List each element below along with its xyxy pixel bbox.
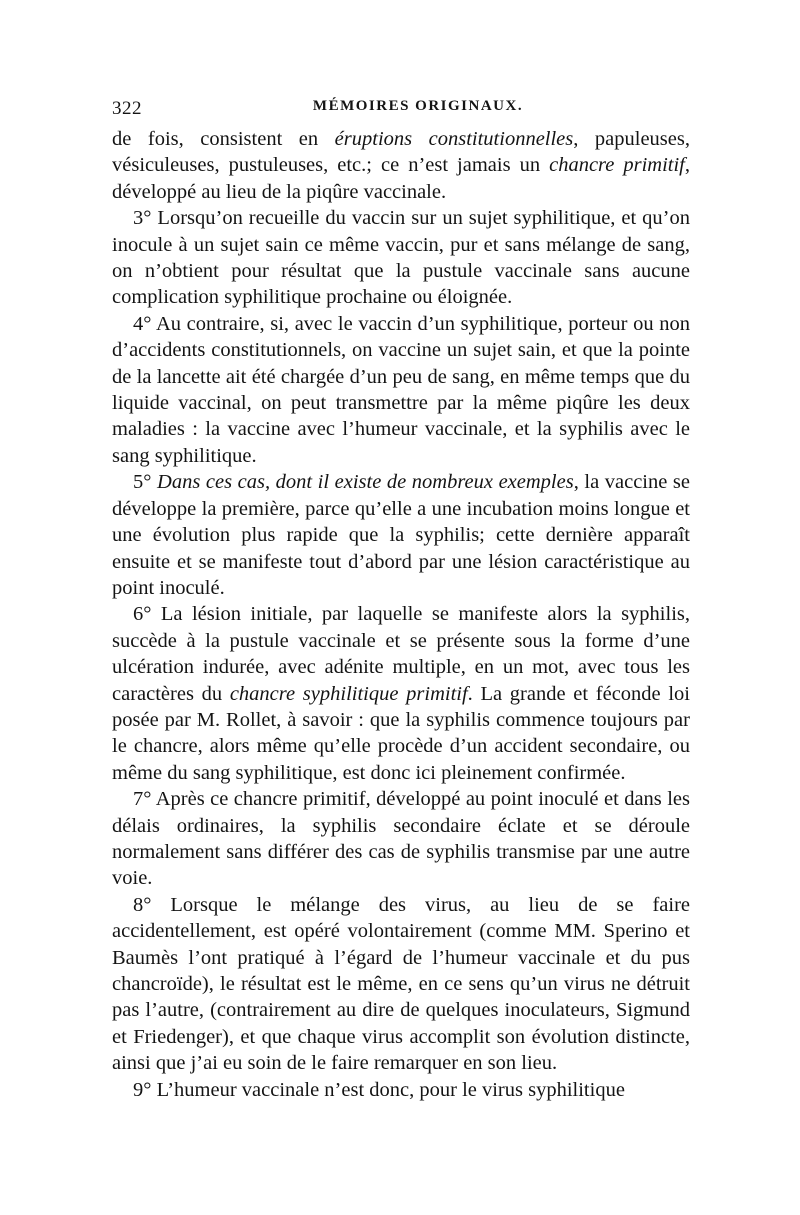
paragraph-4: 4° Au contraire, si, avec le vaccin d’un syphilitique, porteur ou non d’accidents constitutionnels, on vaccine un sujet sain, et que la pointe de la lancette ait été chargée d’un peu de sang, en même temps que du liquide vaccinal, on peut transmettre par la même piqûre les deux maladies : la vaccine avec l’humeur vaccinale, et la syphilis avec le sang syphilitique. xyxy=(112,312,690,467)
text-run: , papuleuses, vésiculeuses, pustuleuses, etc.; ce n’est jamais un xyxy=(112,128,690,177)
text-run: . La grande et féconde loi posée par M. Rollet, à savoir : que la syphilis commence toujours par le chancre, alors même qu’elle procède d’un accident secondaire, ou même du sang syphilitique, est donc ici pleinement confirmée. xyxy=(112,682,690,784)
italic-run: éruptions constitutionnelles xyxy=(334,128,574,150)
italic-run: Dans ces cas, dont il existe de nombreux exemples xyxy=(157,471,574,494)
text-run: 5° xyxy=(133,471,158,494)
paragraph-3: 3° Lorsqu’on recueille du vaccin sur un sujet syphilitique, et qu’on inocule à un sujet sain ce même vaccin, pur et sans mélange de sang, on n’obtient pour résultat que la pustule vaccinale sans aucune complication syphilitique prochaine ou éloignée. xyxy=(112,207,690,309)
text-run: , la vaccine se développe la première, parce qu’elle a une incubation moins longue et une évolution plus rapide que la syphilis; cette dernière apparaît ensuite et se manifeste tout d’abord par une lésion caractéristique au point inoculé. xyxy=(112,471,691,599)
italic-run: chancre syphilitique primitif xyxy=(229,682,468,705)
paragraph-8: 8° Lorsque le mélange des virus, au lieu de se faire accidentellement, est opéré volontairement (comme MM. Sperino et Baumès l’ont pratiqué à l’égard de l’humeur vaccinale et du pus chancroïde), le résultat est le même, en ce sens qu’un virus ne détruit pas l’autre, (contrairement au dire de quelques inoculateurs, Sigmund et Friedenger), et que chaque virus accomplit son évolution distincte, ainsi que j’ai eu soin de le faire remarquer en son lieu. xyxy=(112,893,690,1075)
paragraph-7: 7° Après ce chancre primitif, développé au point inoculé et dans les délais ordinaires, la syphilis secondaire éclate et se déroule normalement sans différer des cas de syphilis transmise par une autre voie. xyxy=(112,788,690,890)
page-number: 322 xyxy=(112,98,142,119)
text-run: de fois, consistent en xyxy=(112,128,335,150)
italic-run: chancre primitif xyxy=(549,154,685,177)
paragraph-9: 9° L’humeur vaccinale n’est donc, pour le virus syphilitique xyxy=(133,1078,625,1101)
body-text xyxy=(112,126,690,1103)
paragraph-6 xyxy=(112,601,690,786)
text-run: , développé au lieu de la piqûre vaccinale. xyxy=(112,154,691,203)
paragraph-continuation xyxy=(112,126,690,205)
text-run: 6° La lésion initiale, par laquelle se manifeste alors la syphilis, succède à la pustule vaccinale et se présente sous la forme d’une ulcération indurée, avec adénite multiple, en un mot, avec tous les caractères du xyxy=(112,603,690,705)
paragraph-5 xyxy=(112,469,690,601)
running-head xyxy=(112,98,690,122)
running-title: MÉMOIRES ORIGINAUX. xyxy=(312,98,524,114)
